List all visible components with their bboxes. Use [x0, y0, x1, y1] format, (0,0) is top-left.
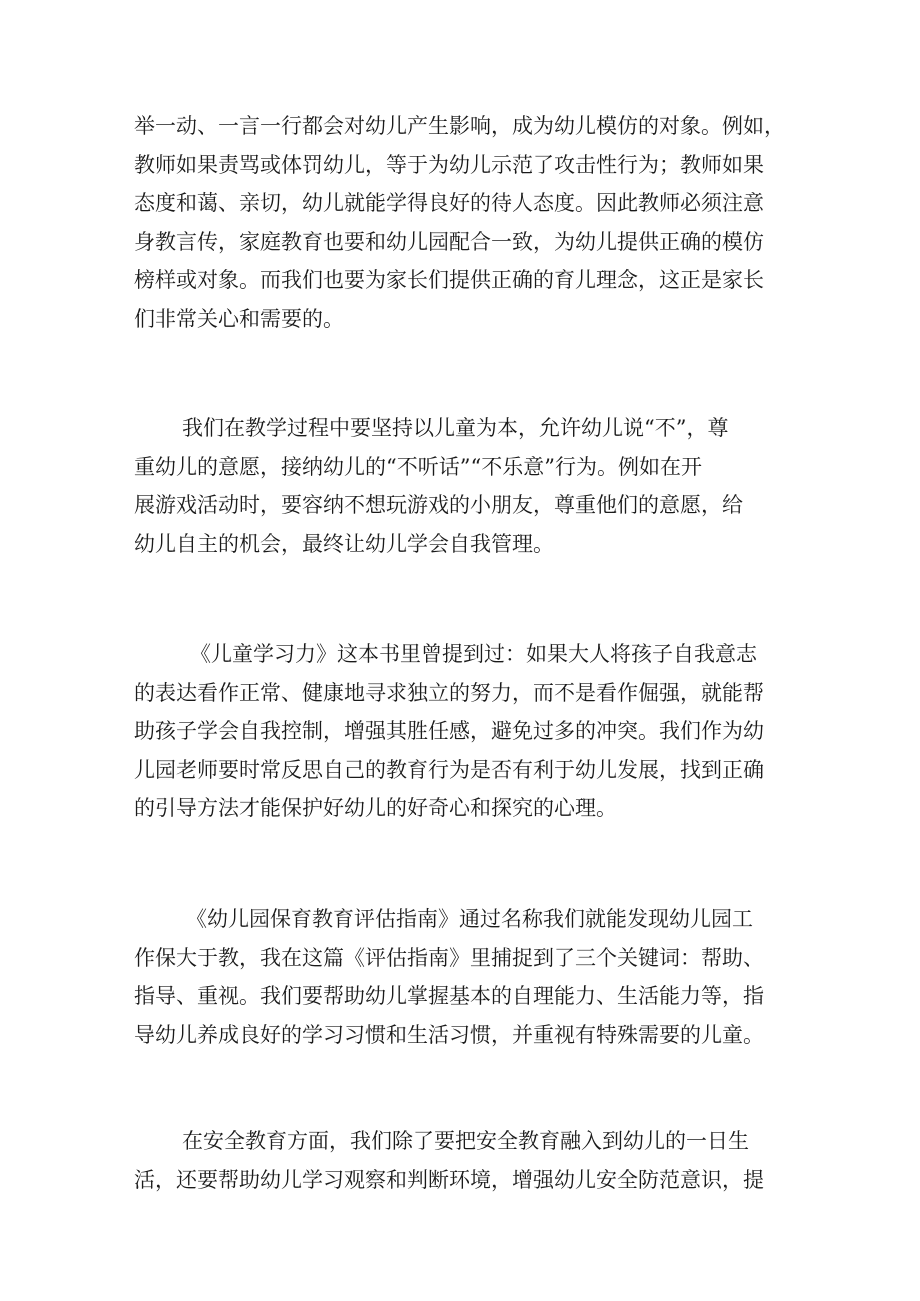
text-line: 的表达看作正常、健康地寻求独立的努力，而不是看作倔强，就能帮: [134, 680, 764, 705]
text-line: 助孩子学会自我控制，增强其胜任感，避免过多的冲突。我们作为幼: [134, 719, 764, 743]
text-line: 儿园老师要时常反思自己的教育行为是否有利于幼儿发展，找到正确: [134, 757, 764, 782]
text-line: 身教言传，家庭教育也要和幼儿园配合一致，为幼儿提供正确的模仿: [134, 229, 764, 254]
text-line: 展游戏活动时，要容纳不想玩游戏的小朋友，尊重他们的意愿，给: [134, 493, 743, 517]
text-line: 活，还要帮助幼儿学习观察和判断环境，增强幼儿安全防范意识，提: [134, 1167, 764, 1192]
paragraph-5: [134, 1122, 794, 1199]
text-line: 我们在教学过程中要坚持以儿童为本，允许幼儿说“不”，尊: [182, 416, 729, 440]
text-line: 指导、重视。我们要帮助幼儿掌握基本的自理能力、生活能力等，指: [134, 984, 764, 1008]
text-line: 的引导方法才能保护好幼儿的好奇心和探究的心理。: [134, 796, 617, 820]
paragraph-4: [134, 900, 794, 1054]
text-line: 态度和蔼、亲切，幼儿就能学得良好的待人态度。因此教师必须注意: [134, 191, 764, 215]
paragraph-1: [134, 107, 794, 338]
text-line: 们非常关心和需要的。: [134, 306, 344, 331]
text-line: 重幼儿的意愿，接纳幼儿的“不听话”“不乐意”行为。例如在开: [134, 454, 702, 479]
text-line: 教师如果责骂或体罚幼儿，等于为幼儿示范了攻击性行为；教师如果: [134, 152, 764, 177]
text-line: 榜样或对象。而我们也要为家长们提供正确的育儿理念，这正是家长: [134, 268, 764, 292]
text-line: 导幼儿养成良好的学习习惯和生活习惯，并重视有特殊需要的儿童。: [134, 1022, 764, 1047]
text-line: 《幼儿园保育教育评估指南》通过名称我们就能发现幼儿园工: [186, 907, 753, 931]
text-line: 《儿童学习力》这本书里曾提到过：如果大人将孩子自我意志: [190, 642, 757, 666]
paragraph-2: [134, 409, 794, 563]
text-line: 幼儿自主的机会，最终让幼儿学会自我管理。: [134, 531, 554, 556]
paragraph-3: [134, 635, 794, 828]
text-line: 举一动、一言一行都会对幼儿产生影响，成为幼儿模仿的对象。例如，: [134, 114, 785, 138]
text-line: 作保大于教，我在这篇《评估指南》里捕捉到了三个关键词：帮助、: [134, 945, 764, 970]
text-line: 在安全教育方面，我们除了要把安全教育融入到幼儿的一日生: [182, 1129, 749, 1153]
